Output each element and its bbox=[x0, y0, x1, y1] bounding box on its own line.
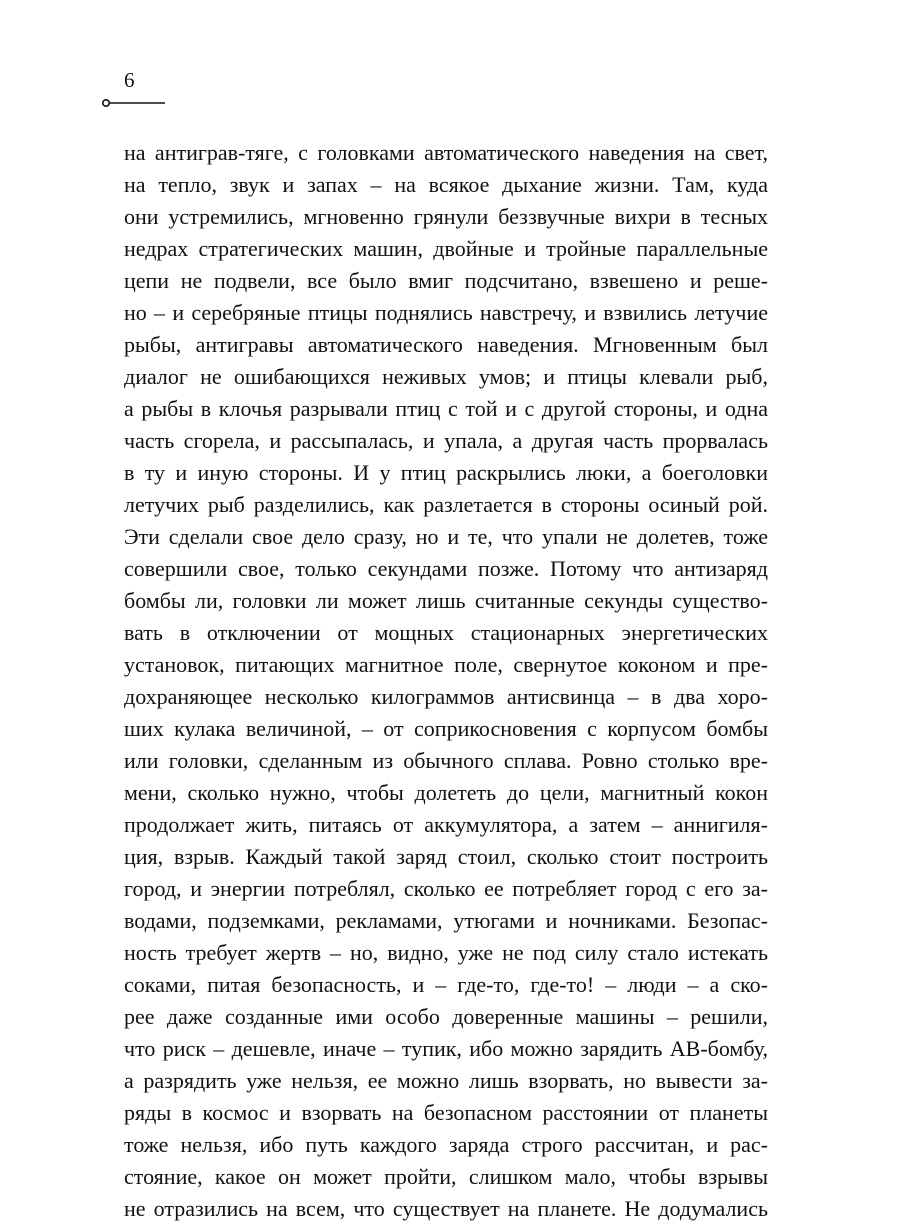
text-line: совершили свое, только секундами позже. Потому что антизаряд bbox=[124, 556, 768, 581]
text-line: а разрядить уже нельзя, ее можно лишь взорвать, но вывести за- bbox=[124, 1068, 768, 1093]
text-line: ших кулака величиной, – от соприкосновения с корпусом бомбы bbox=[124, 716, 768, 741]
text-line: водами, подземками, рекламами, утюгами и ночниками. Безопас- bbox=[124, 908, 768, 933]
text-line: недрах стратегических машин, двойные и тройные параллельные bbox=[124, 236, 768, 261]
ornament-circle bbox=[103, 100, 109, 106]
text-line: ция, взрыв. Каждый такой заряд стоил, сколько стоит построить bbox=[124, 844, 768, 869]
text-line: на тепло, звук и запах – на всякое дыхание жизни. Там, куда bbox=[124, 172, 768, 197]
text-line: тоже нельзя, ибо путь каждого заряда строго рассчитан, и рас- bbox=[124, 1132, 768, 1157]
text-line: Эти сделали свое дело сразу, но и те, что упали не долетев, тоже bbox=[124, 524, 768, 549]
text-line: город, и энергии потреблял, сколько ее потребляет город с его за- bbox=[124, 876, 768, 901]
text-line: но – и серебряные птицы поднялись навстречу, и взвились летучие bbox=[124, 300, 768, 325]
text-line: дохраняющее несколько килограммов антисвинца – в два хоро- bbox=[124, 684, 768, 709]
text-line: рее даже созданные ими особо доверенные машины – решили, bbox=[124, 1004, 768, 1029]
text-line: летучих рыб разделились, как разлетается в стороны осиный рой. bbox=[124, 492, 768, 517]
text-line: вать в отключении от мощных стационарных энергетических bbox=[124, 620, 768, 645]
text-line: установок, питающих магнитное поле, свернутое коконом и пре- bbox=[124, 652, 768, 677]
text-line: они устремились, мгновенно грянули беззвучные вихри в тесных bbox=[124, 204, 768, 229]
text-line: цепи не подвели, все было вмиг подсчитано, взвешено и реше- bbox=[124, 268, 768, 293]
text-line: в ту и иную стороны. И у птиц раскрылись люки, а боеголовки bbox=[124, 460, 768, 485]
text-line: стояние, какое он может пройти, слишком мало, чтобы взрывы bbox=[124, 1164, 768, 1189]
text-line: на антиграв-тяге, с головками автоматического наведения на свет, bbox=[124, 140, 768, 165]
text-line: рыбы, антигравы автоматического наведения. Мгновенным был bbox=[124, 332, 768, 357]
text-line: что риск – дешевле, иначе – тупик, ибо можно зарядить АВ-бомбу, bbox=[124, 1036, 768, 1061]
text-line: соками, питая безопасность, и – где-то, где-то! – люди – а ско- bbox=[124, 972, 768, 997]
text-line: или головки, сделанным из обычного сплава. Ровно столько вре- bbox=[124, 748, 768, 773]
text-line: мени, сколько нужно, чтобы долететь до цели, магнитный кокон bbox=[124, 780, 768, 805]
text-line: а рыбы в клочья разрывали птиц с той и с другой стороны, и одна bbox=[124, 396, 768, 421]
text-line: диалог не ошибающихся неживых умов; и птицы клевали рыб, bbox=[124, 364, 768, 389]
text-line: бомбы ли, головки ли может лишь считанные секунды существо- bbox=[124, 588, 768, 613]
page-number: 6 bbox=[124, 68, 135, 92]
body-text bbox=[124, 137, 768, 1225]
text-line: продолжает жить, питаясь от аккумулятора, а затем – аннигиля- bbox=[124, 812, 768, 837]
text-line: ряды в космос и взорвать на безопасном расстоянии от планеты bbox=[124, 1100, 768, 1125]
header-ornament-rule bbox=[101, 96, 165, 110]
text-line: ность требует жертв – но, видно, уже не под силу стало истекать bbox=[124, 940, 768, 965]
text-line: не отразились на всем, что существует на планете. Не додумались bbox=[124, 1196, 768, 1221]
text-line: часть сгорела, и рассыпалась, и упала, а другая часть прорвалась bbox=[124, 428, 768, 453]
